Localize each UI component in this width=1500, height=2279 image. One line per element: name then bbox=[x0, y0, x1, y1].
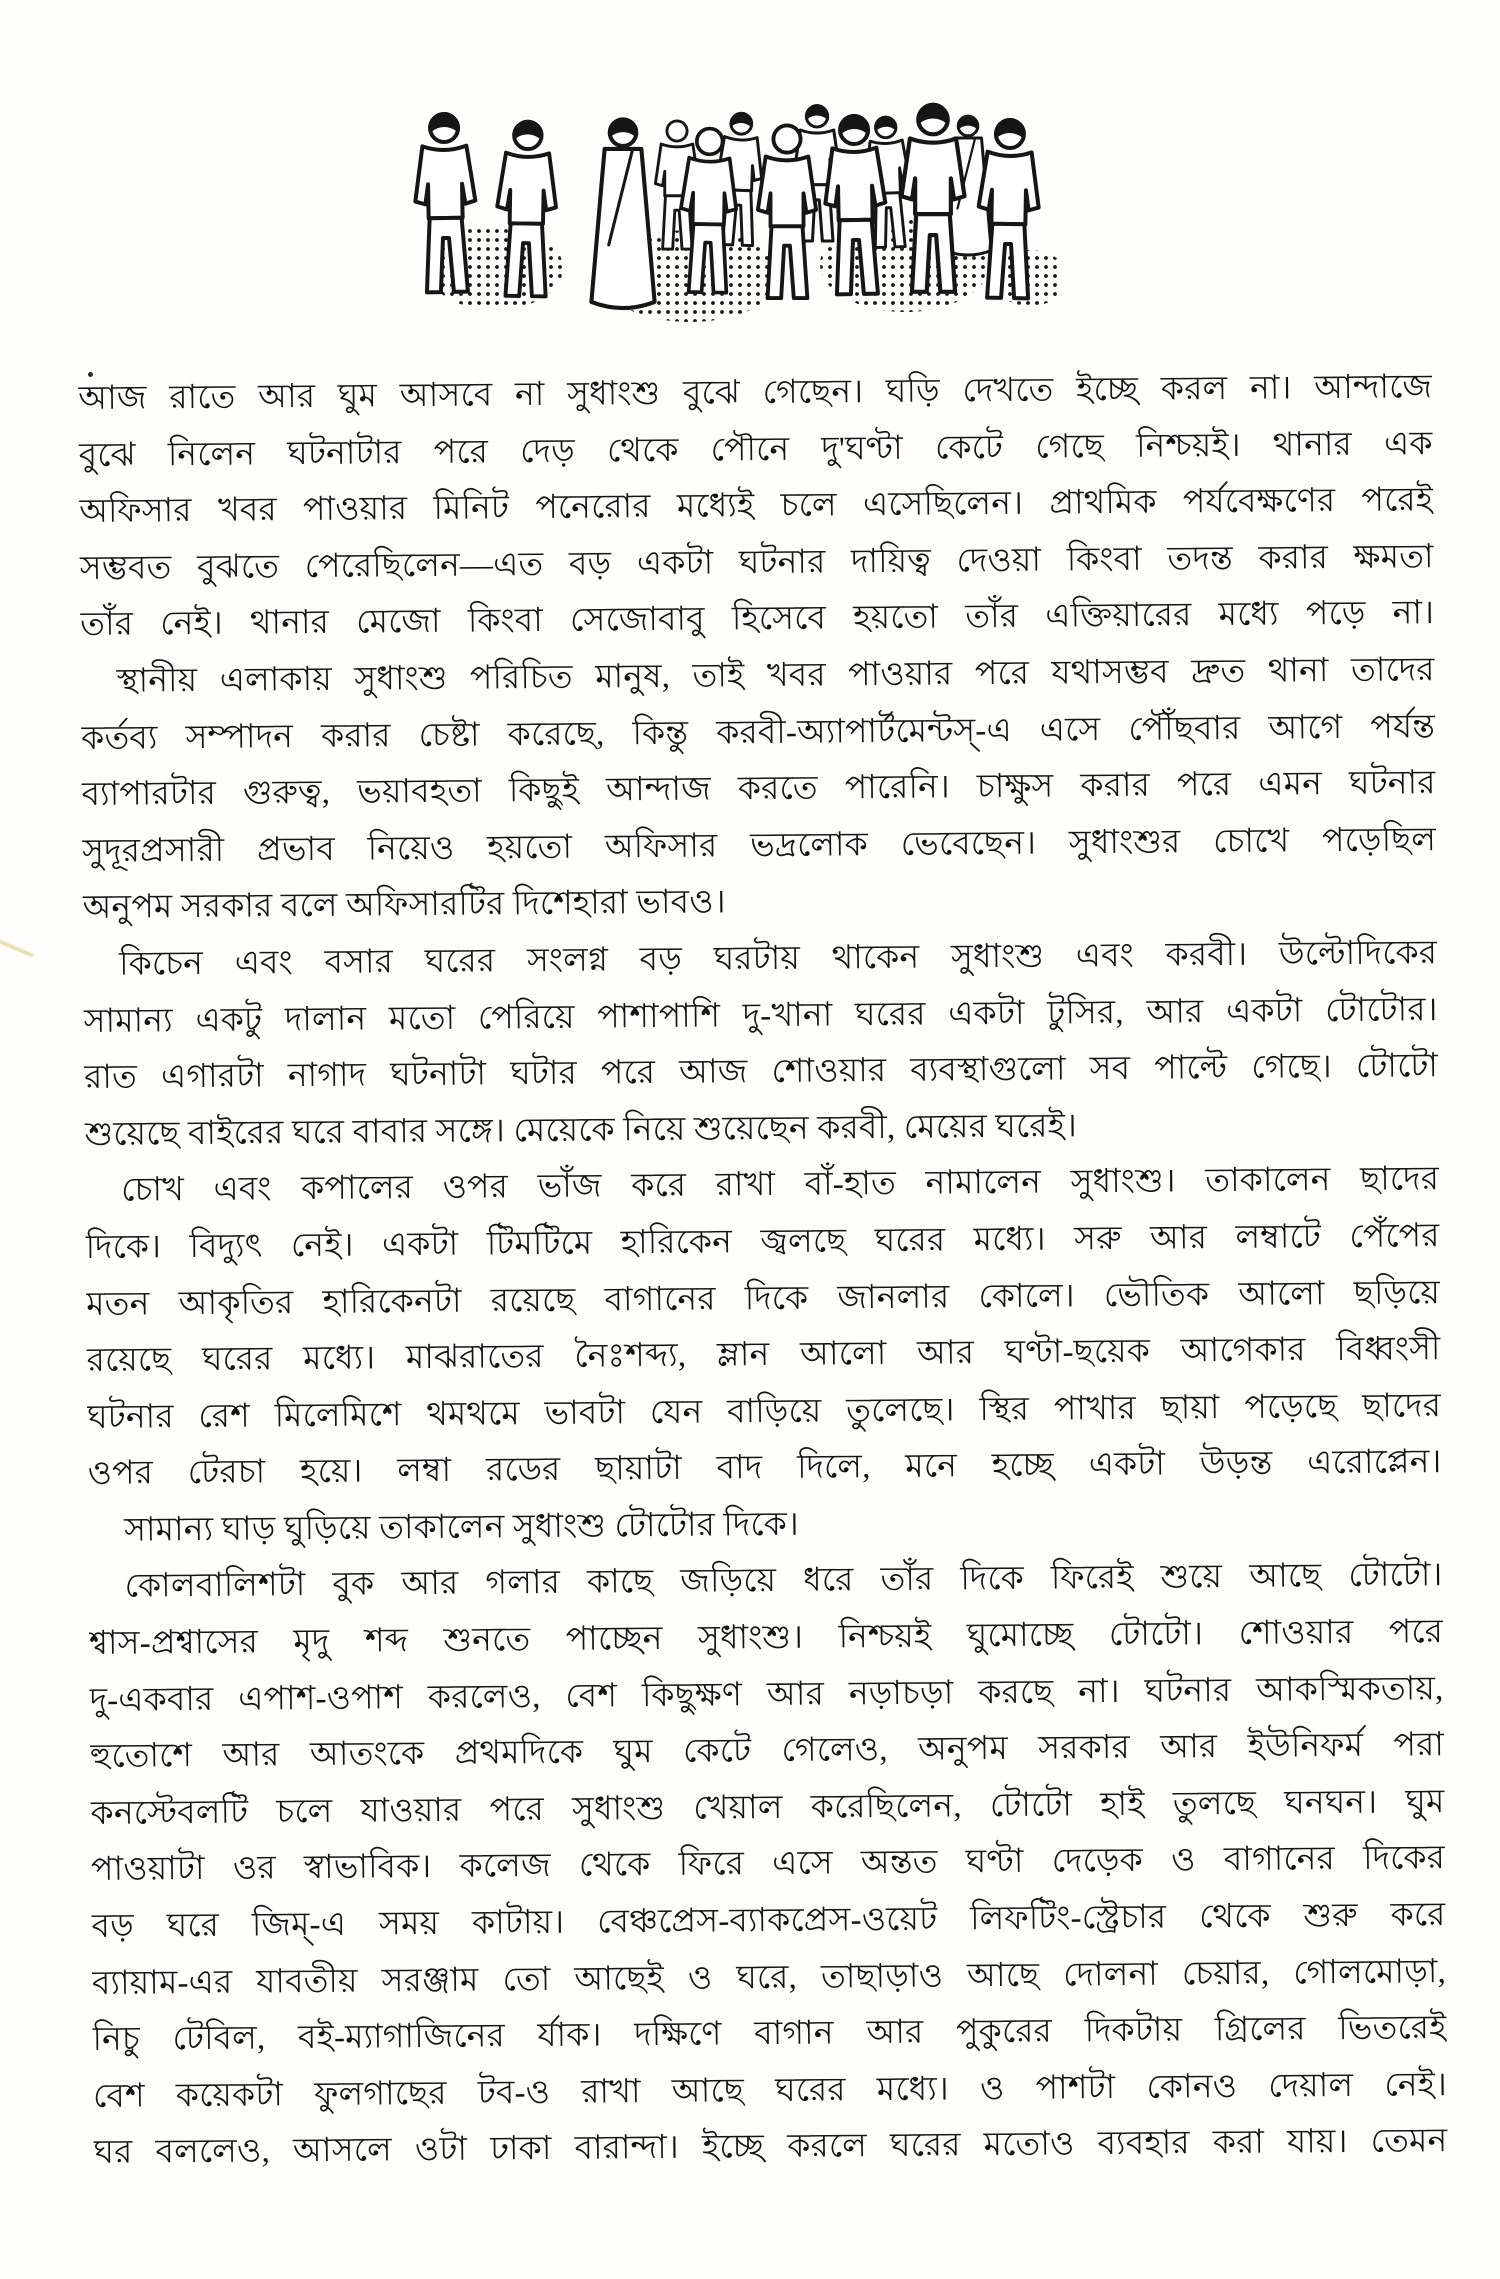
text-line: সম্ভবত বুঝতে পেরেছিলেন—এত বড় একটা ঘটনার দায়িত্ব দেওয়া কিংবা তদন্ত করার ক্ষমতা bbox=[79, 538, 1434, 587]
text-line: সামান্য একটু দালান মতো পেরিয়ে পাশাপাশি দু-খানা ঘরের একটা টুসির, আর একটা টোটোর। bbox=[83, 991, 1438, 1040]
text-line: অনুপম সরকার বলে অফিসারটির দিশেহারা ভাবও। bbox=[82, 884, 726, 927]
crowd-illustration bbox=[385, 56, 1057, 324]
text-line: মতন আকৃতির হারিকেনটা রয়েছে বাগানের দিকে জানলার কোলে। ভৌতিক আলো ছড়িয়ে bbox=[85, 1274, 1441, 1323]
text-line: দু-একবার এপাশ-ওপাশ করলেও, বেশ কিছুক্ষণ আর নড়াচড়া করছে না। ঘটনার আকস্মিকতায়, bbox=[89, 1670, 1444, 1719]
text-line: অফিসার খবর পাওয়ার মিনিট পনেরোর মধ্যেই চলে এসেছিলেন। প্রাথমিক পর্যবেক্ষণের পরেই bbox=[79, 482, 1434, 531]
text-line: ঘটনার রেশ মিলেমিশে থমথমে ভাবটা যেন বাড়িয়ে তুলেছে। স্থির পাখার ছায়া পড়েছে ছাদের bbox=[86, 1387, 1442, 1436]
text-line: নিচু টেবিল, বই-ম্যাগাজিনের র্যাক। দক্ষিণে বাগান আর পুকুরের দিকটায় গ্রিলের ভিতরেই bbox=[92, 2010, 1447, 2059]
scan-scratch-mark bbox=[0, 938, 34, 957]
text-line: শ্বাস-প্রশ্বাসের মৃদু শব্দ শুনতে পাচ্ছেন সুধাংশু। নিশ্চয়ই ঘুমোচ্ছে টোটো। শোওয়ার পরে bbox=[88, 1614, 1444, 1663]
text-line: বেশ কয়েকটা ফুলগাছের টব-ও রাখা আছে ঘরের মধ্যে। ও পাশটা কোনও দেয়াল নেই। bbox=[92, 2066, 1448, 2115]
text-line: আজ রাতে আর ঘুম আসবে না সুধাংশু বুঝে গেছেন। ঘড়ি দেখতে ইচ্ছে করল না। আন্দাজে bbox=[78, 369, 1433, 417]
text-line: রয়েছে ঘরের মধ্যে। মাঝরাতের নৈঃশব্দ্য, ম্লান আলো আর ঘণ্টা-ছয়েক আগেকার বিধ্বংসী bbox=[86, 1331, 1441, 1380]
text-line: ওপর টেরচা হয়ে। লম্বা রডের ছায়াটা বাদ দিলে, মনে হচ্ছে একটা উড়ন্ত এরোপ্লেন। bbox=[87, 1444, 1442, 1493]
text-line: কনস্টেবলটি চলে যাওয়ার পরে সুধাংশু খেয়াল করেছিলেন, টোটো হাই তুলছে ঘনঘন। ঘুম bbox=[90, 1783, 1445, 1832]
text-line: কর্তব্য সম্পাদন করার চেষ্টা করেছে, কিন্তু করবী-অ্যাপার্টমেন্টস্-এ এসে পৌঁছবার আগে পর্যন্ত bbox=[81, 708, 1436, 757]
crowd-illustration-svg bbox=[385, 56, 1057, 324]
text-line: স্থানীয় এলাকায় সুধাংশু পরিচিত মানুষ, তাই খবর পাওয়ার পরে যথাসম্ভব দ্রুত থানা তাদের bbox=[116, 652, 1435, 700]
text-line: চোখ এবং কপালের ওপর ভাঁজ করে রাখা বাঁ-হাত নামালেন সুধাংশু। তাকালেন ছাদের bbox=[121, 1161, 1440, 1209]
text-line: বড় ঘরে জিম্-এ সময় কাটায়। বেঞ্চপ্রেস-ব্যাকপ্রেস-ওয়েট লিফটিং-স্ট্রেচার থেকে শুরু করে bbox=[91, 1897, 1446, 1945]
text-line: সামান্য ঘাড় ঘুড়িয়ে তাকালেন সুধাংশু টোটোর দিকে। bbox=[123, 1506, 800, 1549]
text-line: হুতোশে আর আতংকে প্রথমদিকে ঘুম কেটে গেলেও, অনুপম সরকার আর ইউনিফর্ম পরা bbox=[89, 1727, 1445, 1776]
person-figure bbox=[591, 117, 654, 308]
text-line: রাত এগারটা নাগাদ ঘটনাটা ঘটার পরে আজ শোওয়ার ব্যবস্থাগুলো সব পাল্টে গেছে। টোটো bbox=[84, 1048, 1439, 1097]
text-line: বুঝে নিলেন ঘটনাটার পরে দেড় থেকে পৌনে দু'ঘণ্টা কেটে গেছে নিশ্চয়ই। থানার এক bbox=[78, 425, 1433, 474]
text-line: ঘর বললেও, আসলে ওটা ঢাকা বারান্দা। ইচ্ছে করলে ঘরের মতোও ব্যবহার করা যায়। তেমন bbox=[93, 2123, 1448, 2172]
text-line: কিচেন এবং বসার ঘরের সংলগ্ন বড় ঘরটায় থাকেন সুধাংশু এবং করবী। উল্টোদিকের bbox=[119, 935, 1438, 983]
text-line: দিকে। বিদ্যুৎ নেই। একটা টিমটিমে হারিকেন জ্বলছে ঘরের মধ্যে। সরু আর লম্বাটে পেঁপের bbox=[85, 1218, 1440, 1266]
text-line: ব্যাপারটার গুরুত্ব, ভয়াবহতা কিছুই আন্দাজ করতে পারেনি। চাক্ষুস করার পরে এমন ঘটনার bbox=[81, 765, 1436, 814]
text-line: কোলবালিশটা বুক আর গলার কাছে জড়িয়ে ধরে তাঁর দিকে ফিরেই শুয়ে আছে টোটো। bbox=[124, 1557, 1443, 1606]
text-line: ব্যায়াম-এর যাবতীয় সরঞ্জাম তো আছেই ও ঘরে, তাছাড়াও আছে দোলনা চেয়ার, গোলমোড়া, bbox=[91, 1953, 1447, 2002]
text-line: তাঁর নেই। থানার মেজো কিংবা সেজোবাবু হিসেবে হয়তো তাঁর এক্তিয়ারের মধ্যে পড়ে না। bbox=[80, 595, 1435, 644]
text-line: পাওয়াটা ওর স্বাভাবিক। কলেজ থেকে ফিরে এসে অন্তত ঘণ্টা দেড়েক ও বাগানের দিকের bbox=[90, 1840, 1446, 1889]
text-line: সুদূরপ্রসারী প্রভাব নিয়েও হয়তো অফিসার ভদ্রলোক ভেবেছেন। সুধাংশুর চোখে পড়েছিল bbox=[82, 821, 1437, 870]
text-line: শুয়েছে বাইরের ঘরে বাবার সঙ্গে। মেয়েকে নিয়ে শুয়েছেন করবী, মেয়ের ঘরেই। bbox=[84, 1108, 1078, 1153]
text-column bbox=[78, 359, 1448, 2182]
